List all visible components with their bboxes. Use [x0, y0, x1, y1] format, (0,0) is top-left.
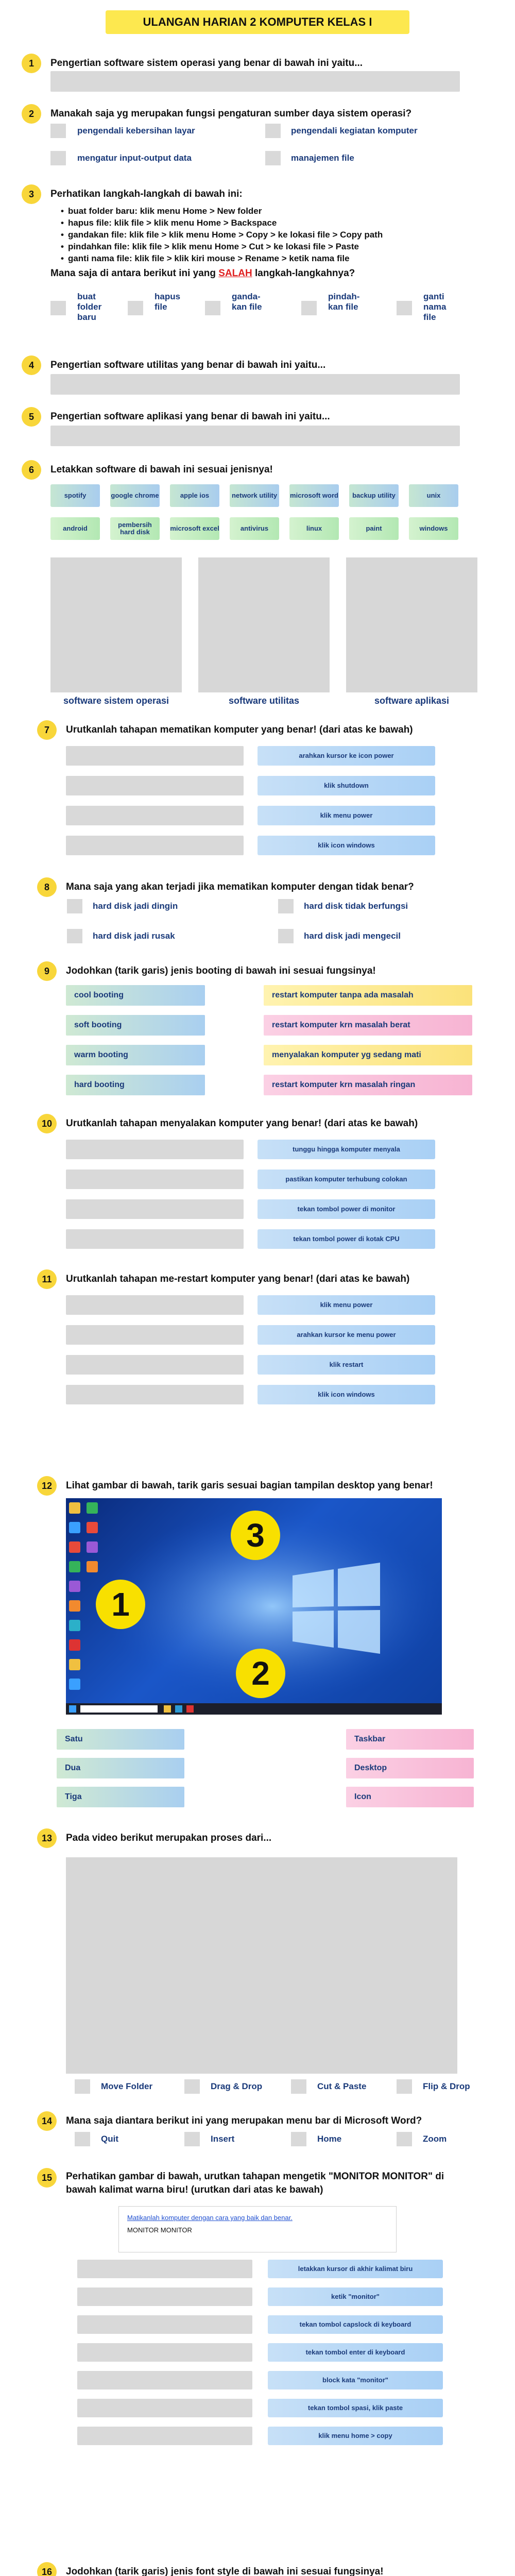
order-card[interactable]: tekan tombol spasi, klik paste — [268, 2399, 443, 2417]
checkbox[interactable] — [184, 2132, 200, 2146]
desktop-app-icon — [69, 1561, 80, 1572]
drop-slot[interactable] — [66, 746, 244, 766]
step-item: • gandakan file: klik file > klik menu Home > Copy > ke lokasi file > Copy path — [61, 229, 504, 241]
folder-icon — [164, 1705, 171, 1713]
question-text: Pengertian software sistem operasi yang benar di bawah ini yaitu... — [50, 58, 363, 69]
drop-zone[interactable] — [50, 557, 182, 692]
doc-line-blue: Matikanlah komputer dengan cara yang baik dan benar. — [127, 2214, 293, 2222]
checkbox[interactable] — [67, 929, 82, 943]
desktop-app-icon — [87, 1502, 98, 1514]
question-text: Pada video berikut merupakan proses dari... — [66, 1833, 272, 1843]
drop-slot[interactable] — [66, 836, 244, 855]
step-item: • ganti nama file: klik file > klik kiri mouse > Rename > ketik nama file — [61, 252, 504, 264]
bin-label: software utilitas — [228, 696, 300, 706]
question-text: Letakkan software di bawah ini sesuai jenisnya! — [50, 464, 273, 475]
taskbar — [66, 1703, 442, 1715]
drop-slot[interactable] — [77, 2260, 252, 2278]
checkbox[interactable] — [50, 151, 66, 165]
order-card[interactable]: klik restart — [258, 1355, 435, 1375]
drop-slot[interactable] — [66, 1229, 244, 1249]
question-number: 16 — [37, 2562, 57, 2576]
step-item: • buat folder baru: klik menu Home > New folder — [61, 205, 504, 217]
drop-slot[interactable] — [77, 2371, 252, 2389]
checkbox[interactable] — [291, 2079, 306, 2094]
marker-badge: 1 — [96, 1580, 145, 1629]
desktop-app-icon — [87, 1561, 98, 1572]
order-card[interactable]: tekan tombol capslock di keyboard — [268, 2315, 443, 2334]
desktop-app-icon — [69, 1659, 80, 1670]
video-player[interactable] — [66, 1857, 457, 2074]
question-number: 10 — [37, 1114, 57, 1133]
question-text: Perhatikan langkah-langkah di bawah ini: — [50, 189, 243, 199]
card-row — [50, 484, 462, 507]
question-number: 14 — [37, 2111, 57, 2131]
order-card[interactable]: tekan tombol enter di keyboard — [268, 2343, 443, 2362]
checkbox[interactable] — [278, 899, 294, 913]
question-text: Urutkanlah tahapan menyalakan komputer yang benar! (dari atas ke bawah) — [66, 1118, 418, 1129]
match-target[interactable]: Icon — [346, 1787, 474, 1807]
option-label: Zoom — [423, 2134, 447, 2144]
match-target[interactable]: restart komputer tanpa ada masalah — [264, 985, 472, 1006]
option-label: hard disk tidak berfungsi — [304, 901, 408, 911]
match-target[interactable]: Desktop — [346, 1758, 474, 1778]
question-number: 6 — [22, 460, 41, 480]
checkbox[interactable] — [397, 2079, 412, 2094]
draggable-card[interactable]: pembersih hard disk — [110, 517, 160, 540]
checkbox[interactable] — [50, 124, 66, 138]
order-card[interactable]: tekan tombol power di kotak CPU — [258, 1229, 435, 1249]
option-label: hapus file — [154, 292, 181, 312]
option-label: Drag & Drop — [211, 2081, 263, 2091]
question-subtext: Mana saja di antara berikut ini yang SALAH langkah-langkahnya? — [50, 268, 355, 279]
answer-input[interactable] — [50, 374, 460, 395]
match-source[interactable]: hard booting — [66, 1075, 205, 1095]
checkbox[interactable] — [75, 2132, 90, 2146]
match-source[interactable]: Dua — [57, 1758, 184, 1778]
match-target[interactable]: Taskbar — [346, 1729, 474, 1750]
step-item: • hapus file: klik file > klik menu Home > Backspace — [61, 217, 504, 229]
doc-line-typed: MONITOR MONITOR — [127, 2226, 192, 2234]
marker-badge: 3 — [231, 1511, 280, 1560]
question-number: 9 — [37, 961, 57, 981]
steps-list — [61, 205, 504, 264]
bin-label: software sistem operasi — [63, 696, 169, 706]
question-number: 2 — [22, 104, 41, 124]
start-icon — [69, 1705, 76, 1713]
draggable-card[interactable]: microsoft excel — [170, 517, 219, 540]
question-number: 3 — [22, 184, 41, 204]
checkbox[interactable] — [205, 301, 220, 315]
drop-zone[interactable] — [346, 557, 477, 692]
option-label: ganda-kan file — [232, 292, 262, 312]
desktop-app-icon — [87, 1541, 98, 1553]
question-text: Urutkanlah tahapan mematikan komputer yang benar! (dari atas ke bawah) — [66, 724, 413, 735]
checkbox[interactable] — [278, 929, 294, 943]
drop-slot[interactable] — [66, 1199, 244, 1219]
option-label: Move Folder — [101, 2081, 153, 2091]
option-label: Insert — [211, 2134, 235, 2144]
question-number: 5 — [22, 407, 41, 427]
drop-slot[interactable] — [77, 2315, 252, 2334]
order-card[interactable]: klik menu home > copy — [268, 2427, 443, 2445]
option-label: buat folder baru — [77, 292, 102, 322]
order-card[interactable]: klik menu power — [258, 806, 435, 825]
draggable-card[interactable]: backup utility — [349, 484, 399, 507]
question-number: 7 — [37, 720, 57, 740]
order-card[interactable]: tekan tombol power di monitor — [258, 1199, 435, 1219]
question-number: 4 — [22, 355, 41, 375]
order-card[interactable]: block kata "monitor" — [268, 2371, 443, 2389]
browser-icon — [175, 1705, 182, 1713]
match-source[interactable]: warm booting — [66, 1045, 205, 1065]
drop-slot[interactable] — [77, 2343, 252, 2362]
desktop-app-icon — [69, 1502, 80, 1514]
drop-zone[interactable] — [198, 557, 330, 692]
checkbox[interactable] — [184, 2079, 200, 2094]
match-source[interactable]: Satu — [57, 1729, 184, 1750]
desktop-app-icon — [69, 1541, 80, 1553]
desktop-screenshot — [66, 1498, 442, 1715]
drop-slot[interactable] — [66, 1385, 244, 1404]
desktop-app-icon — [69, 1581, 80, 1592]
checkbox[interactable] — [128, 301, 143, 315]
draggable-card[interactable]: network utility — [230, 484, 279, 507]
order-card[interactable]: klik shutdown — [258, 776, 435, 795]
draggable-card[interactable]: microsoft word — [289, 484, 339, 507]
option-label: Cut & Paste — [317, 2081, 367, 2091]
draggable-card[interactable]: unix — [409, 484, 458, 507]
checkbox[interactable] — [397, 301, 412, 315]
question-number: 12 — [37, 1476, 57, 1496]
checkbox[interactable] — [397, 2132, 412, 2146]
checkbox[interactable] — [50, 301, 66, 315]
order-card[interactable]: ketik "monitor" — [268, 2287, 443, 2306]
draggable-card[interactable]: android — [50, 517, 100, 540]
question-text: Perhatikan gambar di bawah, urutkan tahapan mengetik "MONITOR MONITOR" di bawah kalimat warna biru! (urutkan dari atas ke bawah) — [66, 2171, 444, 2195]
document-preview — [118, 2206, 397, 2252]
question-text: Manakah saja yg merupakan fungsi pengaturan sumber daya sistem operasi? — [50, 108, 412, 119]
bin-label: software aplikasi — [374, 696, 450, 706]
answer-input[interactable] — [50, 426, 460, 446]
app-icon — [186, 1705, 194, 1713]
option-label: Quit — [101, 2134, 118, 2144]
draggable-card[interactable]: paint — [349, 517, 399, 540]
draggable-card[interactable]: antivirus — [230, 517, 279, 540]
question-text: Mana saja diantara berikut ini yang merupakan menu bar di Microsoft Word? — [66, 2115, 422, 2126]
question-text: Jodohkan (tarik garis) jenis booting di bawah ini sesuai fungsinya! — [66, 965, 376, 976]
question-number: 13 — [37, 1828, 57, 1848]
checkbox[interactable] — [265, 151, 281, 165]
drop-slot[interactable] — [66, 806, 244, 825]
order-card[interactable]: klik menu power — [258, 1295, 435, 1315]
answer-input[interactable] — [50, 71, 460, 92]
desktop-app-icon — [69, 1522, 80, 1533]
checkbox[interactable] — [291, 2132, 306, 2146]
drop-slot[interactable] — [77, 2287, 252, 2306]
drop-slot[interactable] — [77, 2399, 252, 2417]
drop-slot[interactable] — [66, 1140, 244, 1159]
checkbox[interactable] — [301, 301, 317, 315]
desktop-app-icon — [69, 1620, 80, 1631]
desktop-app-icon — [69, 1600, 80, 1612]
option-label: hard disk jadi dingin — [93, 901, 178, 911]
draggable-card[interactable]: linux — [289, 517, 339, 540]
order-card[interactable]: arahkan kursor ke icon power — [258, 746, 435, 766]
option-label: pindah-kan file — [328, 292, 360, 312]
question-text: Mana saja yang akan terjadi jika mematikan komputer dengan tidak benar? — [66, 882, 414, 892]
drop-slot[interactable] — [66, 776, 244, 795]
drop-slot[interactable] — [66, 1170, 244, 1189]
match-target[interactable]: menyalakan komputer yg sedang mati — [264, 1045, 472, 1065]
drop-slot[interactable] — [66, 1295, 244, 1315]
question-number: 11 — [37, 1269, 57, 1289]
option-label: pengendali kebersihan layar — [77, 126, 195, 135]
question-text: Urutkanlah tahapan me-restart komputer yang benar! (dari atas ke bawah) — [66, 1274, 410, 1284]
page-title: ULANGAN HARIAN 2 KOMPUTER KELAS I — [106, 10, 409, 34]
order-card[interactable]: letakkan kursor di akhir kalimat biru — [268, 2260, 443, 2278]
question-number: 1 — [22, 54, 41, 73]
question-text: Pengertian software utilitas yang benar di bawah ini yaitu... — [50, 360, 326, 370]
drop-slot[interactable] — [66, 1355, 244, 1375]
checkbox[interactable] — [265, 124, 281, 138]
checkbox[interactable] — [75, 2079, 90, 2094]
step-item: • pindahkan file: klik file > klik menu Home > Cut > ke lokasi file > Paste — [61, 241, 504, 252]
match-source[interactable]: soft booting — [66, 1015, 205, 1036]
question-number: 15 — [37, 2168, 57, 2188]
draggable-card[interactable]: windows — [409, 517, 458, 540]
option-label: pengendali kegiatan komputer — [291, 126, 418, 135]
draggable-card[interactable]: google chrome — [110, 484, 160, 507]
question-text: Jodohkan (tarik garis) jenis font style di bawah ini sesuai fungsinya! — [66, 2566, 384, 2576]
option-label: Flip & Drop — [423, 2081, 470, 2091]
order-card[interactable]: arahkan kursor ke menu power — [258, 1325, 435, 1345]
checkbox[interactable] — [67, 899, 82, 913]
question-text: Lihat gambar di bawah, tarik garis sesuai bagian tampilan desktop yang benar! — [66, 1480, 433, 1491]
question-number: 8 — [37, 877, 57, 897]
order-card[interactable]: klik icon windows — [258, 1385, 435, 1404]
option-label: ganti nama file — [423, 292, 447, 322]
desktop-app-icon — [69, 1679, 80, 1690]
match-source[interactable]: Tiga — [57, 1787, 184, 1807]
option-label: manajemen file — [291, 153, 354, 163]
desktop-app-icon — [69, 1639, 80, 1651]
option-label: hard disk jadi mengecil — [304, 931, 401, 941]
match-target[interactable]: restart komputer krn masalah berat — [264, 1015, 472, 1036]
option-label: hard disk jadi rusak — [93, 931, 175, 941]
order-card[interactable]: tunggu hingga komputer menyala — [258, 1140, 435, 1159]
desktop-app-icon — [87, 1522, 98, 1533]
card-row — [50, 517, 462, 540]
drop-slot[interactable] — [66, 1325, 244, 1345]
option-label: mengatur input-output data — [77, 153, 192, 163]
question-text: Pengertian software aplikasi yang benar di bawah ini yaitu... — [50, 411, 330, 422]
draggable-card[interactable]: spotify — [50, 484, 100, 507]
option-label: Home — [317, 2134, 342, 2144]
order-card[interactable]: klik icon windows — [258, 836, 435, 855]
order-card[interactable]: pastikan komputer terhubung colokan — [258, 1170, 435, 1189]
draggable-card[interactable]: apple ios — [170, 484, 219, 507]
search-box — [80, 1705, 158, 1713]
match-source[interactable]: cool booting — [66, 985, 205, 1006]
marker-badge: 2 — [236, 1649, 285, 1698]
match-target[interactable]: restart komputer krn masalah ringan — [264, 1075, 472, 1095]
drop-slot[interactable] — [77, 2427, 252, 2445]
